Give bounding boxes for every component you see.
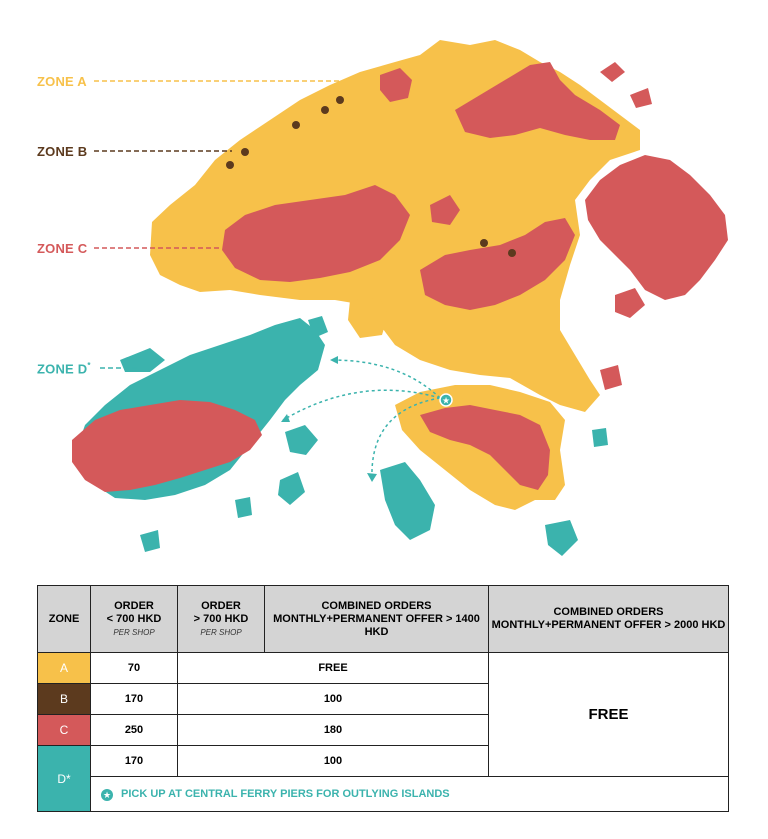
header-combined-1400: COMBINED ORDERS MONTHLY+PERMANENT OFFER > 1400 HKD bbox=[265, 586, 489, 653]
star-circle-icon: ★ bbox=[102, 789, 112, 800]
header-zone: ZONE bbox=[38, 586, 91, 653]
fee-over-700-combined-1400: FREE bbox=[178, 653, 489, 684]
fee-under-700: 170 bbox=[91, 746, 178, 777]
table-row bbox=[38, 653, 729, 684]
zone-a-label: ZONE A bbox=[37, 74, 87, 89]
zone-c-islet bbox=[630, 88, 652, 108]
zone-cell-a: A bbox=[38, 653, 91, 684]
zone-b-label: ZONE B bbox=[37, 144, 88, 159]
zone-d-islet bbox=[380, 462, 435, 540]
zone-c-islet bbox=[600, 62, 625, 82]
zone-cell-d: D* bbox=[38, 746, 91, 812]
pickup-note bbox=[91, 777, 729, 812]
zone-c-islet bbox=[615, 288, 645, 318]
fee-over-700-combined-1400: 100 bbox=[178, 684, 489, 715]
header-order-under-700: ORDER < 700 HKD PER SHOP bbox=[91, 586, 178, 653]
central-ferry-pier-icon bbox=[440, 394, 452, 407]
fee-over-700-combined-1400: 180 bbox=[178, 715, 489, 746]
header-combined-2000: COMBINED ORDERS MONTHLY+PERMANENT OFFER > 2000 HKD bbox=[489, 586, 729, 653]
zone-d-islet bbox=[592, 428, 608, 447]
zone-c-label: ZONE C bbox=[37, 241, 88, 256]
zone-d-islet bbox=[285, 425, 318, 455]
delivery-fee-table bbox=[37, 585, 728, 812]
zone-d-islet bbox=[140, 530, 160, 552]
zone-cell-c: C bbox=[38, 715, 91, 746]
pickup-note-text: PICK UP AT CENTRAL FERRY PIERS FOR OUTLYING ISLANDS bbox=[121, 787, 450, 800]
fee-over-700-combined-1400: 100 bbox=[178, 746, 489, 777]
zone-d-label: ZONE D* bbox=[37, 361, 91, 377]
yellow-islet bbox=[348, 298, 388, 338]
header-order-over-700: ORDER > 700 HKD PER SHOP bbox=[178, 586, 265, 653]
zone-c-islet bbox=[600, 365, 622, 390]
zone-cell-b: B bbox=[38, 684, 91, 715]
fee-under-700: 170 bbox=[91, 684, 178, 715]
zone-d-islet bbox=[235, 497, 252, 518]
fee-under-700: 250 bbox=[91, 715, 178, 746]
table-row bbox=[38, 777, 729, 812]
fee-combined-2000: FREE bbox=[489, 653, 729, 777]
zone-d-islet bbox=[278, 472, 305, 505]
fee-under-700: 70 bbox=[91, 653, 178, 684]
svg-text:★: ★ bbox=[441, 396, 451, 407]
zone-d-islet bbox=[545, 520, 578, 556]
zone-c-east bbox=[585, 155, 728, 300]
